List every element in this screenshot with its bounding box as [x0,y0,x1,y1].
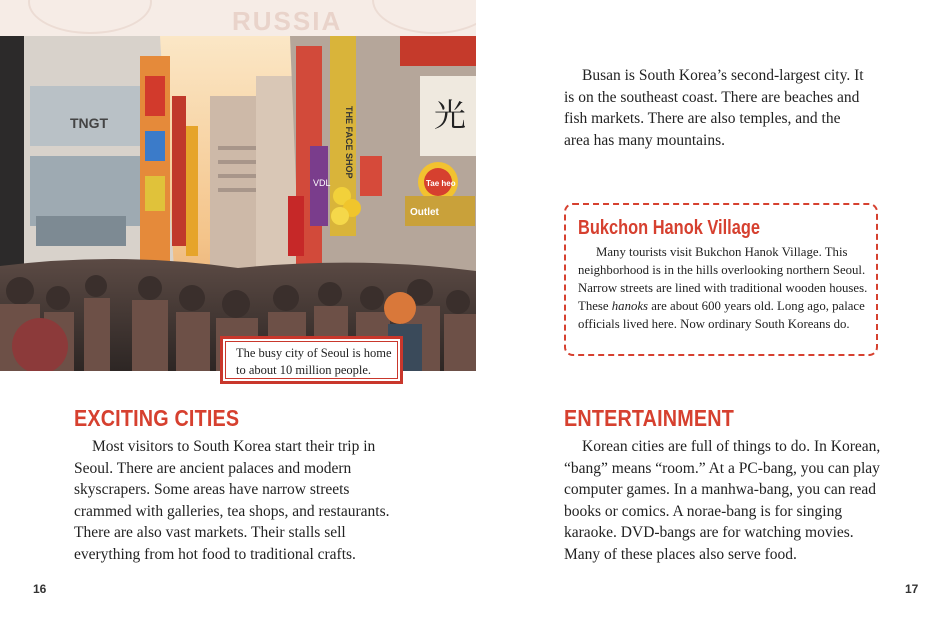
sidebar-text-part: Many tourists visit Bukchon Hanok Village. This neighborhood is in the hills overlooking northern Seoul. Narrow streets are lined with traditional wooden houses. These [578,245,868,313]
stamp-decoration [28,0,152,34]
section-heading-entertainment: ENTERTAINMENT [564,405,734,431]
entertainment-body [564,436,882,565]
sidebar-italic-term: hanoks [611,299,649,313]
sidebar-text-part: are about 600 years old. Long ago, palace officials lived here. Now ordinary South Koreans do. [578,299,865,331]
exciting-cities-body [74,436,406,565]
photo-sign-text: Outlet [410,207,439,218]
sidebar-heading: Bukchon Hanok Village [578,217,760,239]
banner-stamp-text: RUSSIA [232,6,343,36]
entertainment-paragraph: Korean cities are full of things to do. In Korean, “bang” means “room.” At a PC-bang, you can play computer games. In a manhwa-bang, you can read books or comics. A norae-bang is for singing karaoke. DVD-bangs are for watching movies. Many of these places also serve food. [564,438,881,563]
photo-sign-text: TNGT [70,115,109,131]
section-heading-exciting-cities: EXCITING CITIES [74,405,240,431]
stamp-decoration [372,0,476,34]
seoul-street-photo [0,36,476,371]
photo-sign-text: 光 [434,96,467,134]
sidebar-paragraph [578,243,868,333]
top-banner-strip [0,0,476,36]
sidebar-body [578,243,868,333]
photo-sign-text: Tae heo [426,179,456,188]
bukchon-sidebar-box [564,203,878,356]
photo-caption-text: The busy city of Seoul is home to about 10 million people. [225,341,398,379]
page-number-right: 17 [905,582,919,596]
page-number-left: 16 [33,582,47,596]
busan-intro-body [564,65,864,151]
photo-sign-text: THE FACE SHOP [344,106,354,179]
busan-paragraph: Busan is South Korea’s second-largest city. It is on the southeast coast. There are beaches and fish markets. There are also temples, and the area has many mountains. [564,67,864,149]
photo-caption-box [220,336,403,384]
exciting-cities-paragraph: Most visitors to South Korea start their trip in Seoul. There are ancient palaces and modern skyscrapers. Some areas have narrow streets crammed with galleries, tea shops, and restaurants. There are also vast markets. Their stalls sell everything from hot food to traditional crafts. [74,438,390,563]
photo-sign-text: VDL [313,178,331,188]
